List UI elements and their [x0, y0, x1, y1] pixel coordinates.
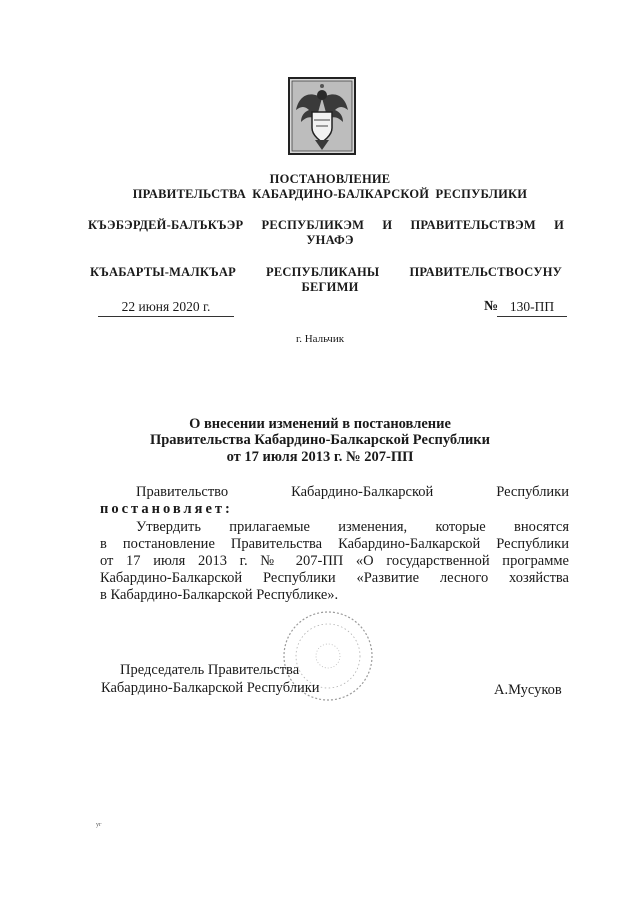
signatory-title-line2: Кабардино-Балкарской Республики	[101, 680, 320, 696]
subject-line2: Правительства Кабардино-Балкарской Республики	[149, 432, 491, 448]
header-balkar-line1: КЪАБАРТЫ-МАЛКЪАР РЕСПУБЛИКАНЫ ПРАВИТЕЛЬСТВОСУНУ	[90, 265, 562, 279]
body-gov-word2: Кабардино-Балкарской	[291, 484, 434, 500]
city-label: г. Нальчик	[295, 333, 345, 345]
emblem-icon	[287, 76, 357, 156]
body-paragraph-line2: в постановление Правительства Кабардино-Балкарской Республики	[100, 536, 569, 552]
document-date: 22 июня 2020 г.	[98, 297, 234, 317]
body-paragraph-line3: от 17 июля 2013 г. № 207-ПП «О государственной программе	[100, 553, 569, 569]
body-paragraph-line1: Утвердить прилагаемые изменения, которые вносятся	[136, 519, 569, 535]
body-government-line	[136, 484, 569, 501]
body-paragraph-line5: в Кабардино-Балкарской Республике».	[100, 587, 339, 603]
body-gov-word3: Республики	[496, 484, 569, 500]
header-title-line2: ПРАВИТЕЛЬСТВА КАБАРДИНО-БАЛКАРСКОЙ РЕСПУБЛИКИ	[132, 187, 528, 201]
header-kabardian-line2: УНАФЭ	[306, 233, 354, 247]
header-balkar-line2: БЕГИМИ	[301, 280, 359, 294]
signatory-name: А.Мусуков	[494, 682, 562, 698]
body-decrees: постановляет:	[100, 501, 233, 517]
body-gov-word1: Правительство	[136, 484, 229, 500]
subject-line3: от 17 июля 2013 г. № 207-ПП	[226, 449, 414, 465]
number-sign: №	[484, 299, 499, 314]
footer-mark: уг	[96, 822, 102, 828]
signatory-title-line1: Председатель Правительства	[120, 662, 300, 678]
coat-of-arms-emblem	[287, 76, 357, 156]
header-kabardian-line1: КЪЭБЭРДЕЙ-БАЛЪКЪЭР РЕСПУБЛИКЭМ И ПРАВИТЕЛЬСТВЭМ И	[88, 218, 564, 232]
body-paragraph-line4: Кабардино-Балкарской Республики «Развитие лесного хозяйства	[100, 570, 569, 586]
subject-line1: О внесении изменений в постановление	[189, 416, 451, 432]
header-title-line1: ПОСТАНОВЛЕНИЕ	[269, 172, 391, 186]
document-number: 130-ПП	[497, 297, 567, 317]
